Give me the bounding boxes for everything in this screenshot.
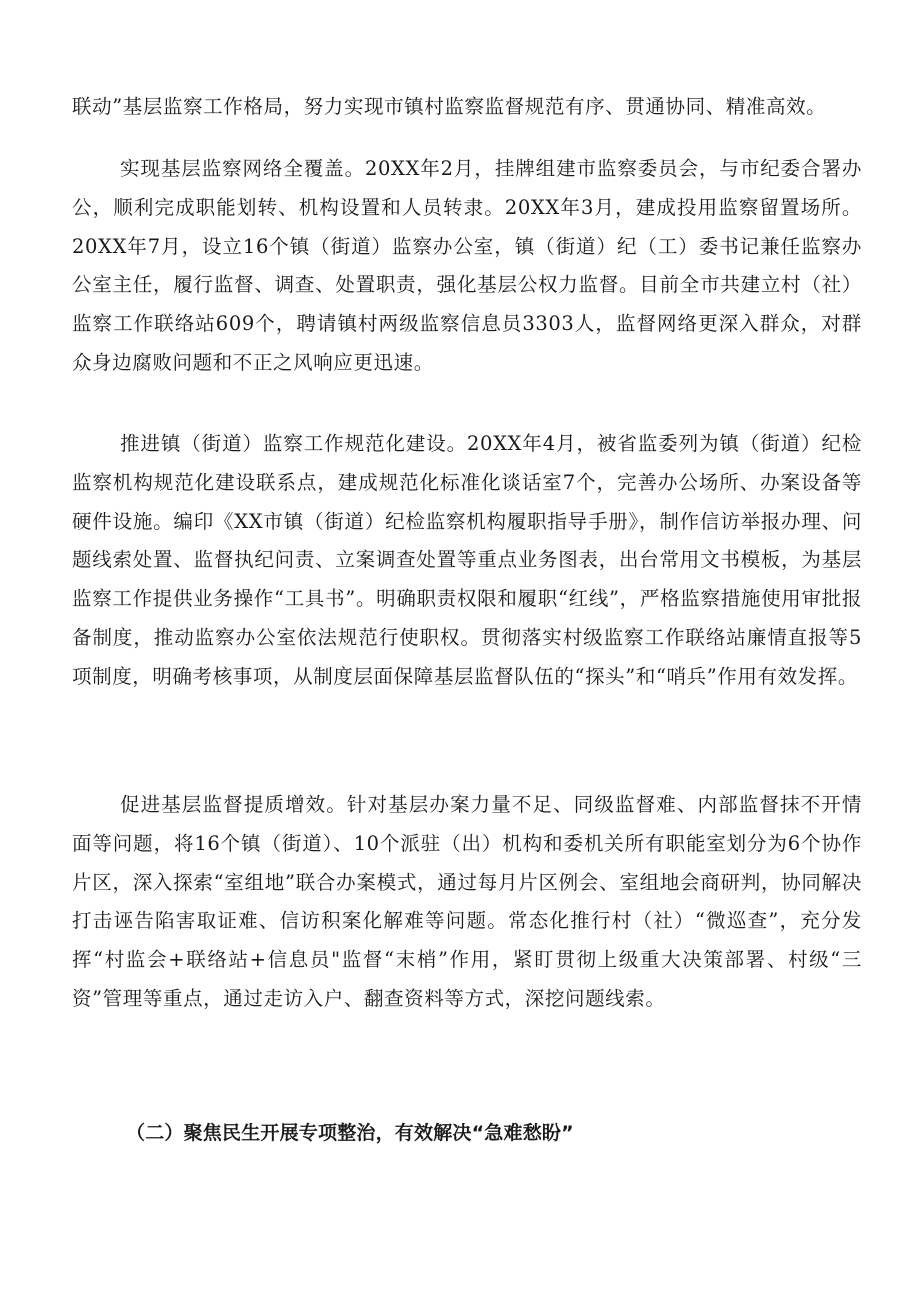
paragraph-quality-efficiency: 促进基层监督提质增效。针对基层办案力量不足、同级监督难、内部监督抹不开情面等问题，将16个镇（街道）、10个派驻（出）机构和委机关所有职能室划分为6个协作片区，深入探索“室组地”联合办案模式，通过每月片区例会、室组地会商研判，协同解决打击诬告陷害取证难、信访积案化解难等问题。常态化推行村（社）“微巡查”，充分发挥“村监会+联络站+信息员"监督“末梢”作用，紧盯贯彻上级重大决策部署、村级“三资”管理等重点，通过走访入户、翻查资料等方式，深挖问题线索。 — [72, 793, 862, 1010]
paragraph-supervision-network: 实现基层监察网络全覆盖。20XX年2月，挂牌组建市监察委员会，与市纪委合署办公，顺利完成职能划转、机构设置和人员转隶。20XX年3月，建成投用监察留置场所。20XX年7月，设立16个镇（街道）监察办公室，镇（街道）纪（工）委书记兼任监察办公室主任，履行监督、调查、处置职责，强化基层公权力监督。目前全市共建立村（社）监察工作联络站609个，聘请镇村两级监察信息员3303人，监督网络更深入群众，对群众身边腐败问题和不正之风响应更迅速。 — [72, 157, 862, 374]
paragraph-continuation: 联动”基层监察工作格局，努力实现市镇村监察监督规范有序、贯通协同、精准高效。 — [72, 95, 827, 118]
section-heading: （二）聚焦民生开展专项整治，有效解决“急难愁盼” — [126, 1122, 574, 1144]
paragraph-standardization: 推进镇（街道）监察工作规范化建设。20XX年4月，被省监委列为镇（街道）纪检监察机构规范化建设联系点，建成规范化标准化谈话室7个，完善办公场所、办案设备等硬件设施。编印《XX市镇（街道）纪检监察机构履职指导手册》，制作信访举报办理、问题线索处置、监督执纪问责、立案调查处置等重点业务图表，出台常用文书模板，为基层监察工作提供业务操作“工具书”。明确职责权限和履职“红线”，严格监察措施使用审批报备制度，推动监察办公室依法规范行使职权。贯彻落实村级监察工作联络站廉情直报等5项制度，明确考核事项，从制度层面保障基层监督队伍的“探头”和“哨兵”作用有效发挥。 — [72, 432, 862, 688]
